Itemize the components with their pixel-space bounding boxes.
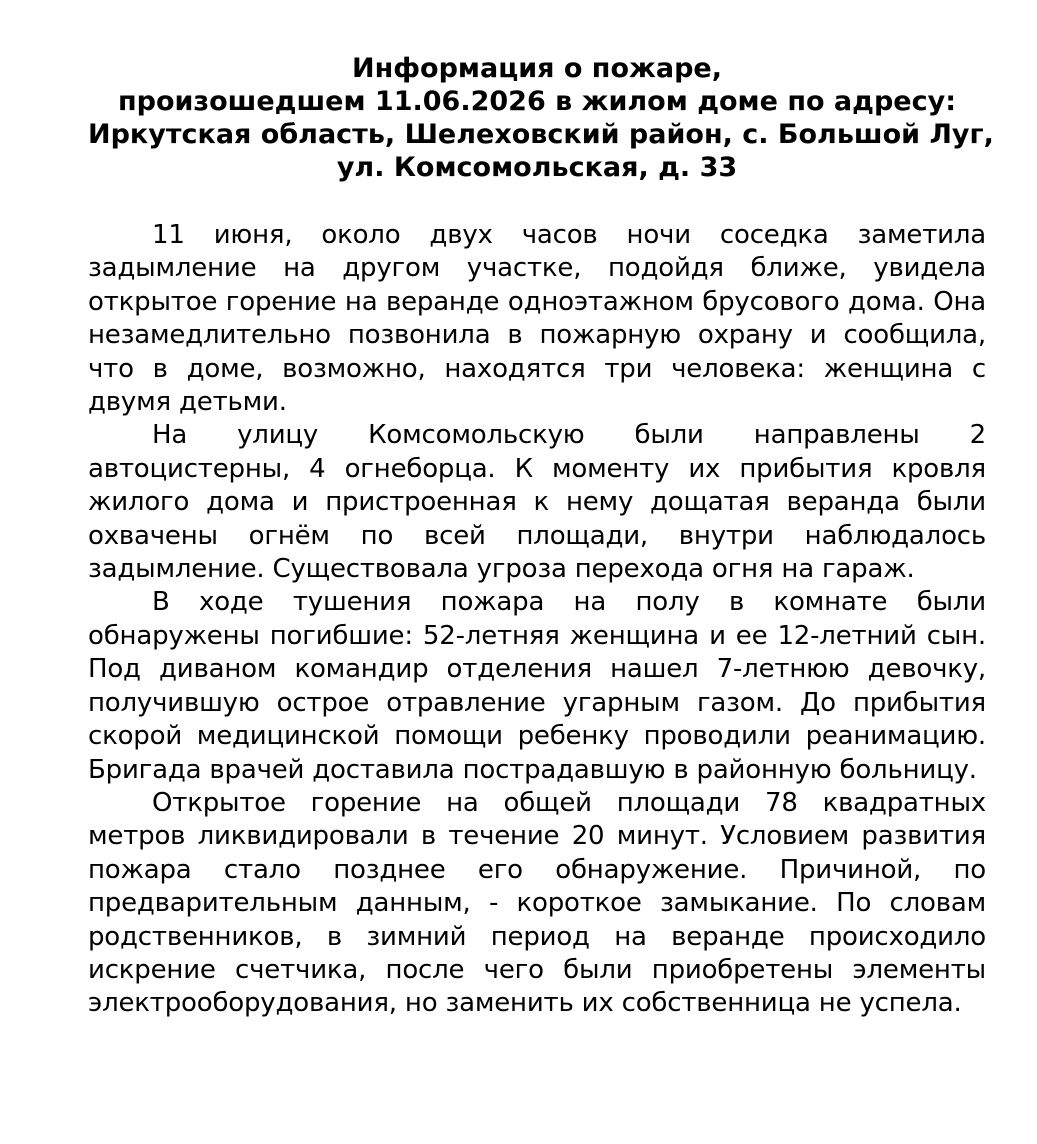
paragraph-fire-response: На улицу Комсомольскую были направлены 2 автоцистерны, 4 огнеборца. К моменту их прибытия кровля жилого дома и пристроенная к нему дощатая веранда были охвачены огнём по всей площади, внутри наблюдалось задымление. Существовала угроза перехода огня на гараж. [88,420,986,585]
title-line: Иркутская область, Шелеховский район, с. Большой Луг, [88,119,994,150]
title-line: Информация о пожаре, [351,53,722,84]
paragraph-incident-discovery: 11 июня, около двух часов ночи соседка заметила задымление на другом участке, подойдя ближе, увидела открытое горение на веранде одноэтажном брусового дома. Она незамедлительно позвонила в пожарную охрану и сообщила, что в доме, возможно, находятся три человека: женщина с двумя детьми. [88,220,986,418]
document-title [88,52,994,184]
document-body [88,219,986,1021]
title-line: ул. Комсомольская, д. 33 [336,152,738,183]
title-line: произошедшем 11.06.2026 в жилом доме по адресу: [117,86,956,117]
paragraph-victims: В ходе тушения пожара на полу в комнате были обнаружены погибшие: 52-летняя женщина и ее 12-летний сын. Под диваном командир отделения нашел 7-летнюю девочку, получившую острое отравление угарным газом. До прибытия скорой медицинской помощи ребенку проводили реанимацию. Бригада врачей доставила пострадавшую в районную больницу. [88,587,986,785]
document-page [88,52,994,1021]
paragraph-cause: Открытое горение на общей площади 78 квадратных метров ликвидировали в течение 20 минут. Условием развития пожара стало позднее его обнаружение. Причиной, по предварительным данным, - короткое замыкание. По словам родственников, в зимний период на веранде происходило искрение счетчика, после чего были приобретены элементы электрооборудования, но заменить их собственница не успела. [88,787,986,1019]
